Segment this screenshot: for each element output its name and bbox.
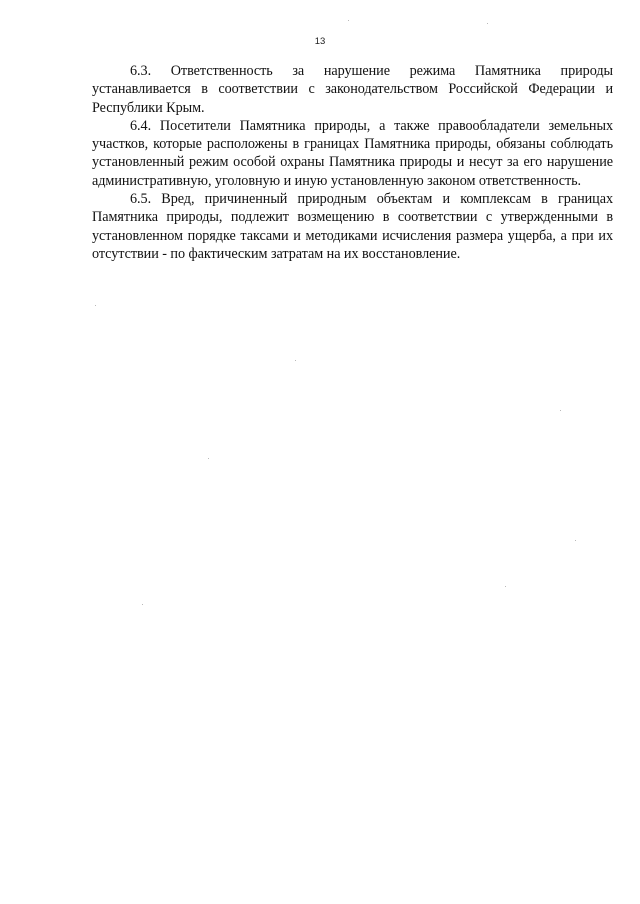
document-body [92,62,613,263]
scan-speck [348,20,349,21]
paragraph-6-3: 6.3. Ответственность за нарушение режима Памятника природы устанавливается в соответствии с законодательством Российской Федерации и Республики Крым. [92,63,613,116]
scan-speck [487,23,488,24]
scan-speck [505,586,506,587]
scan-speck [560,410,561,411]
paragraph-6-4: 6.4. Посетители Памятника природы, а также правообладатели земельных участков, которые расположены в границах Памятника природы, обязаны соблюдать установленный режим особой охраны Памятника природы и несут за его нарушение административную, уголовную и иную установленную законом ответственность. [92,117,613,189]
page-number: 13 [314,36,326,47]
scan-speck [575,540,576,541]
scan-speck [142,604,143,605]
paragraph-6-5: 6.5. Вред, причиненный природным объектам и комплексам в границах Памятника природы, подлежит возмещению в соответствии с утвержденными в установленном порядке таксами и методиками исчисления размера ущерба, а при их отсутствии - по фактическим затратам на их восстановление. [92,191,613,262]
scan-speck [295,360,296,361]
scan-speck [95,305,96,306]
scan-speck [208,458,209,459]
